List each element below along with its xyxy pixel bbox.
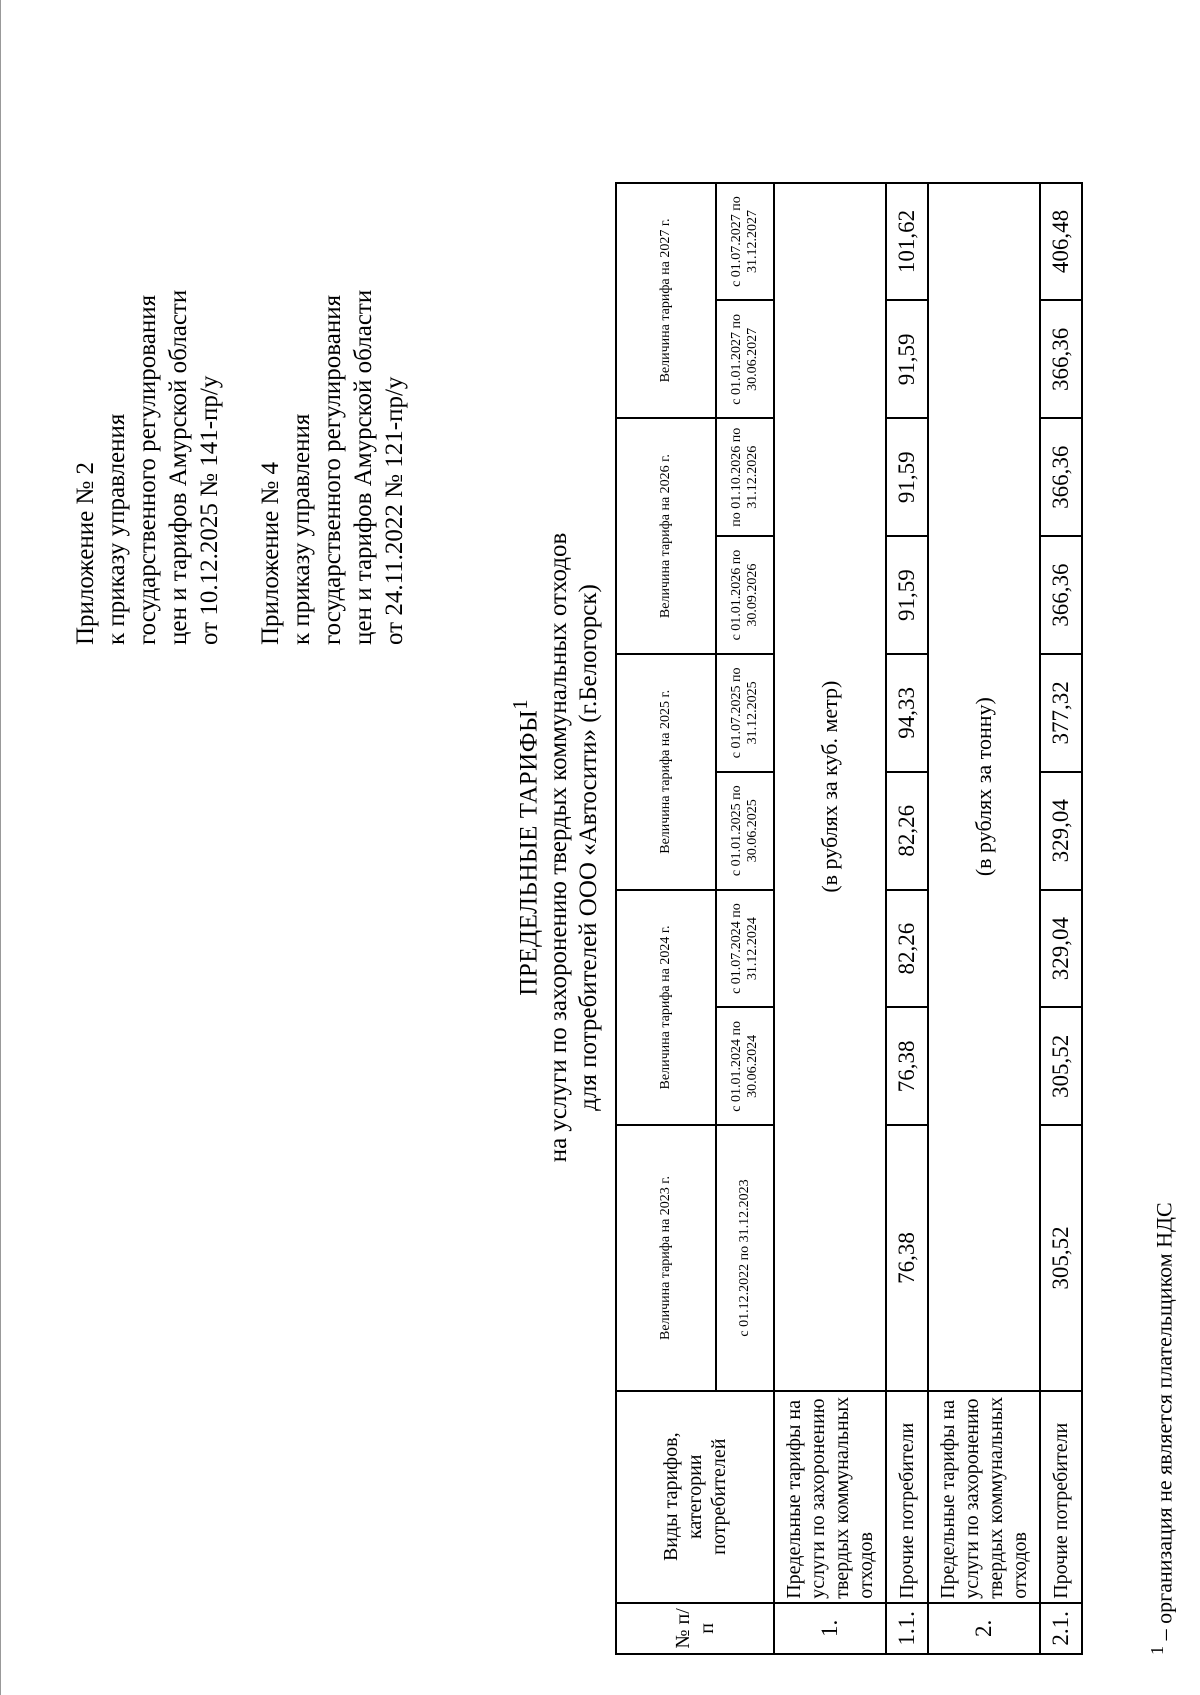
tariff-value: 76,38	[886, 1007, 928, 1125]
annex-line: от 24.11.2022 № 121-пр/у	[381, 376, 408, 645]
header-category: Виды тарифов, категории потребителей	[616, 1391, 774, 1603]
tariff-value: 82,26	[886, 772, 928, 890]
annex-line: от 10.12.2025 № 141-пр/у	[196, 375, 223, 645]
title-footnote-mark: 1	[508, 699, 532, 710]
title-line-3: для потребителей ООО «Автосити» (г.Белогорск)	[575, 584, 603, 1111]
period-header: с 01.07.2027 по 31.12.2027	[716, 183, 774, 301]
annex-line: Приложение № 4	[257, 461, 284, 645]
row-category: Прочие потребители	[1040, 1391, 1082, 1603]
footnote-text: – организация не является плательщиком НДС	[1151, 1202, 1177, 1646]
annex-line: цен и тарифов Амурской области	[165, 289, 192, 645]
row-number: 2.	[928, 1603, 1040, 1654]
tariff-value: 91,59	[886, 300, 928, 418]
annex-block-1	[70, 290, 225, 645]
row-category: Предельные тарифы на услуги по захоронению твердых коммунальных отходов	[928, 1391, 1040, 1603]
period-header: с 01.01.2026 по 30.09.2026	[716, 536, 774, 654]
annex-line: Приложение № 2	[72, 461, 99, 645]
tariff-value: 76,38	[886, 1125, 928, 1390]
period-header: с 01.01.2027 по 30.06.2027	[716, 300, 774, 418]
tariff-value: 305,52	[1040, 1007, 1082, 1125]
row-number: 2.1.	[1040, 1603, 1082, 1654]
tariff-value: 406,48	[1040, 183, 1082, 301]
tariff-value: 366,36	[1040, 536, 1082, 654]
row-number: 1.1.	[886, 1603, 928, 1654]
period-header: с 01.07.2024 по 31.12.2024	[716, 890, 774, 1008]
tariff-value: 94,33	[886, 654, 928, 772]
footnote	[1147, 1202, 1177, 1655]
header-2023: Величина тарифа на 2023 г.	[616, 1125, 716, 1390]
title-main: ПРЕДЕЛЬНЫЕ ТАРИФЫ	[515, 709, 543, 996]
tariff-value: 101,62	[886, 183, 928, 301]
row-category: Прочие потребители	[886, 1391, 928, 1603]
period-header: с 01.01.2024 по 30.06.2024	[716, 1007, 774, 1125]
tariff-value: 366,36	[1040, 418, 1082, 536]
tariff-value: 91,59	[886, 536, 928, 654]
annex-line: к приказу управления	[288, 413, 315, 645]
period-header: с 01.07.2025 по 31.12.2025	[716, 654, 774, 772]
footnote-mark: 1	[1147, 1645, 1167, 1655]
header-2026: Величина тарифа на 2026 г.	[616, 418, 716, 654]
annex-line: государственного регулирования	[319, 294, 346, 645]
period-header: по 01.10.2026 по 31.12.2026	[716, 418, 774, 536]
tariff-value: 305,52	[1040, 1125, 1082, 1390]
annex-line: государственного регулирования	[134, 294, 161, 645]
header-number: № п/п	[616, 1603, 774, 1654]
row-category: Предельные тарифы на услуги по захоронению твердых коммунальных отходов	[774, 1391, 886, 1603]
page-edge	[0, 0, 1, 1695]
tariff-table	[615, 35, 1083, 1655]
title-line-2: на услуги по захоронению твердых коммунальных отходов	[545, 532, 573, 1163]
unit-label: (в рублях за куб. метр)	[774, 183, 886, 1391]
tariff-value: 329,04	[1040, 890, 1082, 1008]
header-2025: Величина тарифа на 2025 г.	[616, 654, 716, 890]
row-number: 1.	[774, 1603, 886, 1654]
tariff-value: 82,26	[886, 890, 928, 1008]
header-2027: Величина тарифа на 2027 г.	[616, 183, 716, 419]
unit-label: (в рублях за тонну)	[928, 183, 1040, 1391]
tariff-value: 377,32	[1040, 654, 1082, 772]
period-header: с 01.01.2025 по 30.06.2025	[716, 772, 774, 890]
annex-block-2	[255, 290, 410, 645]
header-2024: Величина тарифа на 2024 г.	[616, 890, 716, 1126]
annex-line: к приказу управления	[103, 413, 130, 645]
tariff-value: 91,59	[886, 418, 928, 536]
annex-line: цен и тарифов Амурской области	[350, 289, 377, 645]
period-header: с 01.12.2022 по 31.12.2023	[716, 1125, 774, 1390]
document-title	[505, 0, 604, 1695]
tariff-value: 366,36	[1040, 300, 1082, 418]
tariff-value: 329,04	[1040, 772, 1082, 890]
